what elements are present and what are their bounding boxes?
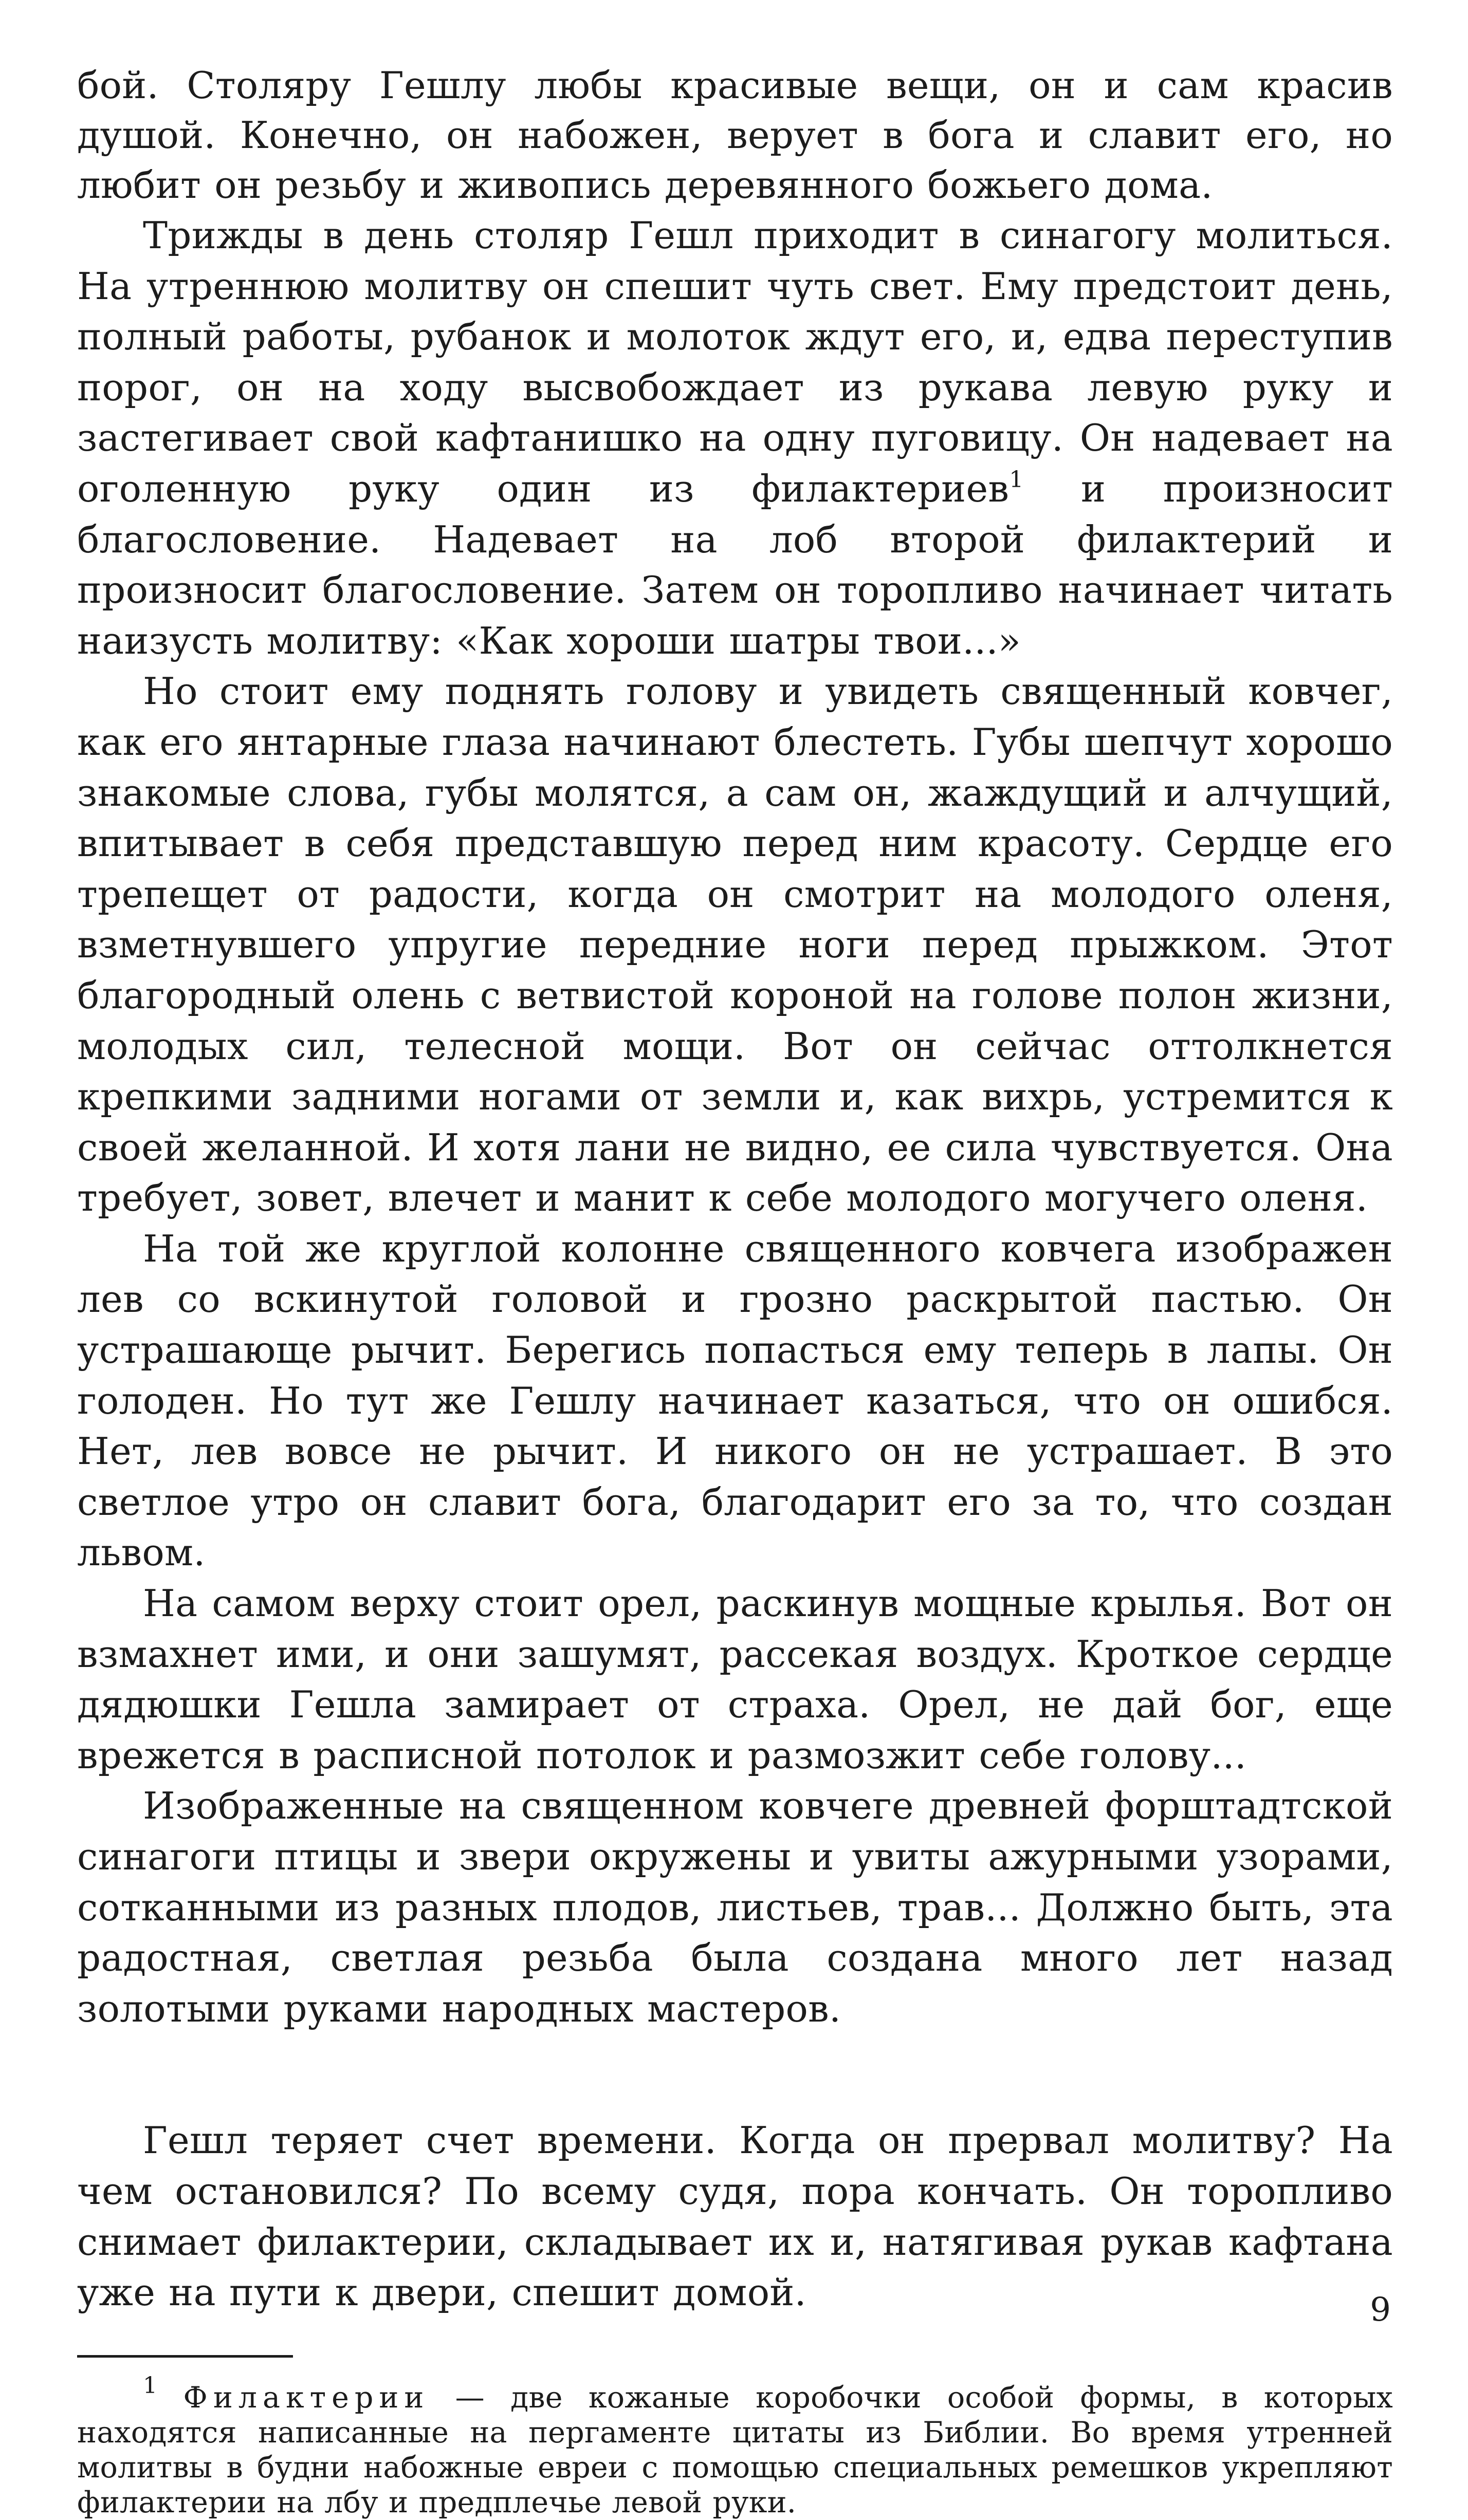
paragraph: Гешл теряет счет времени. Когда он прервал молитву? На чем остановился? По всему судя, пора кончать. Он торопливо снимает филактерии, складывает их и, натягивая рукав кафтана уже на пути к двери, спешит домой.	[77, 2119, 1393, 2314]
footnote-ref: 1	[1009, 466, 1024, 493]
footnote	[77, 2372, 1393, 2520]
page-number: 9	[1370, 2291, 1391, 2329]
section-break	[77, 2034, 1393, 2115]
page-content	[77, 61, 1393, 2520]
main-text	[77, 61, 1393, 2318]
paragraph: бой. Столяру Гешлу любы красивые вещи, он и сам красив душой. Конечно, он набожен, верует в бога и славит его, но любит он резьбу и живопись деревянного божьего дома.	[77, 64, 1393, 207]
paragraph: Изображенные на священном ковчеге древней форштадтской синагоги птицы и звери окружены и увиты ажурными узорами, сотканными из разных плодов, листьев, трав... Должно быть, эта радостная, светлая резьба была создана много лет назад золотыми руками народных мастеров.	[77, 1784, 1393, 2030]
paragraph-text-continued: и произносит благословение. Надевает на лоб второй филактерий и произносит благословение. Затем он торопливо начинает читать наизусть молитву: «Как хороши шатры твои...»	[77, 467, 1393, 662]
footnote-divider	[77, 2355, 293, 2358]
paragraph-text: Трижды в день столяр Гешл приходит в синагогу молиться. На утреннюю молитву он спешит чуть свет. Ему предстоит день, полный работы, рубанок и молоток ждут его, и, едва переступив порог, он на ходу высвобождает из рукава левую руку и застегивает свой кафтанишко на одну пуговицу. Он надевает на оголенную руку один из филактериев	[77, 214, 1393, 510]
paragraph	[77, 210, 1393, 666]
paragraph: Но стоит ему поднять голову и увидеть священный ковчег, как его янтарные глаза начинают блестеть. Губы шепчут хорошо знакомые слова, губы молятся, а сам он, жаждущий и алчущий, впитывает в себя представшую перед ним красоту. Сердце его трепещет от радости, когда он смотрит на молодого оленя, взметнувшего упругие передние ноги перед прыжком. Этот благородный олень с ветвистой короной на голове полон жизни, молодых сил, телесной мощи. Вот он сейчас оттолкнется крепкими задними ногами от земли и, как вихрь, устремится к своей желанной. И хотя лани не видно, ее сила чувствуется. Она требует, зовет, влечет и манит к себе молодого могучего оленя.	[77, 670, 1393, 1220]
footnote-definition: — две кожаные коробочки особой формы, в которых находятся написанные на пергаменте цитаты из Библии. Во время утренней молитвы в будни набожные евреи с помощью специальных ремешков укрепляют филактерии на лбу и предплечье левой руки.	[77, 2380, 1393, 2519]
paragraph: На той же круглой колонне священного ковчега изображен лев со вскинутой головой и грозно раскрытой пастью. Он устрашающе рычит. Берегись попасться ему теперь в лапы. Он голоден. Но тут же Гешлу начинает казаться, что он ошибся. Нет, лев вовсе не рычит. И никого он не устрашает. В это светлое утро он славит бога, благодарит его за то, что создан львом.	[77, 1227, 1393, 1574]
footnote-number: 1	[143, 2372, 158, 2399]
footnote-term: Филактерии	[183, 2380, 430, 2415]
paragraph: На самом верху стоит орел, раскинув мощные крылья. Вот он взмахнет ими, и они зашумят, рассекая воздух. Кроткое сердце дядюшки Гешла замирает от страха. Орел, не дай бог, еще врежется в расписной потолок и размозжит себе голову...	[77, 1582, 1393, 1777]
footnote-text	[77, 2372, 1393, 2520]
